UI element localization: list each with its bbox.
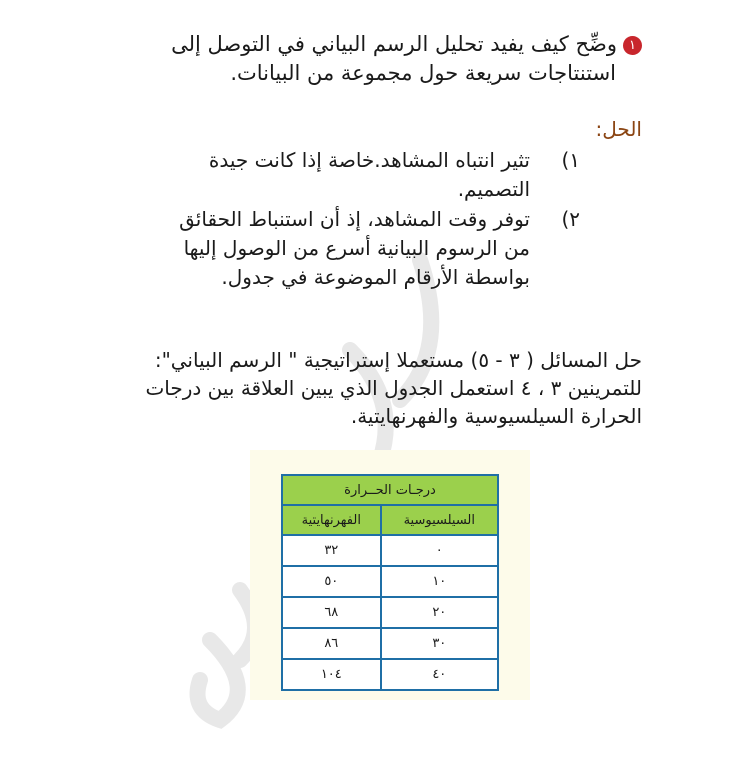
fahrenheit-cell: ٦٨ xyxy=(282,597,381,628)
column-header-celsius: السيلسيوسية xyxy=(381,505,498,535)
solution-item-number: ١) xyxy=(561,148,580,172)
solution-item-line: التصميم. xyxy=(457,177,530,201)
celsius-cell: ٤٠ xyxy=(381,659,498,690)
solution-item-1 xyxy=(150,146,580,204)
problems-line-2: للتمرينين ٣ ، ٤ استعمل الجدول الذي يبين العلاقة بين درجات xyxy=(145,376,642,400)
solution-item-line: توفر وقت المشاهد، إذ أن استنباط الحقائق xyxy=(179,207,530,231)
question-number-badge: ١ xyxy=(623,36,642,55)
fahrenheit-cell: ٨٦ xyxy=(282,628,381,659)
problems-line-3: الحرارة السيلسيوسية والفهرنهايتية. xyxy=(350,404,642,428)
fahrenheit-cell: ٥٠ xyxy=(282,566,381,597)
celsius-cell: ١٠ xyxy=(381,566,498,597)
table-row xyxy=(282,597,498,628)
temperature-table xyxy=(281,474,499,691)
solution-label: الحل: xyxy=(595,117,642,141)
question-1-line-1: وضِّح كيف يفيد تحليل الرسم البياني في التوصل إلى xyxy=(171,32,617,56)
solution-item-2 xyxy=(150,205,580,292)
solution-item-number: ٢) xyxy=(561,207,580,231)
solution-item-line: من الرسوم البيانية أسرع من الوصول إليها xyxy=(183,236,530,260)
solution-item-line: بواسطة الأرقام الموضوعة في جدول. xyxy=(221,265,530,289)
celsius-cell: ٣٠ xyxy=(381,628,498,659)
table-title: درجـات الحــرارة xyxy=(282,475,498,505)
fahrenheit-cell: ٣٢ xyxy=(282,535,381,566)
table-row xyxy=(282,535,498,566)
table-row xyxy=(282,566,498,597)
table-row xyxy=(282,628,498,659)
table-row xyxy=(282,659,498,690)
question-1-line-2: استنتاجات سريعة حول مجموعة من البيانات. xyxy=(230,61,616,85)
problems-instructions xyxy=(70,346,642,430)
celsius-cell: ٢٠ xyxy=(381,597,498,628)
question-1 xyxy=(120,30,642,88)
solution-item-line: تثير انتباه المشاهد.خاصة إذا كانت جيدة xyxy=(208,148,530,172)
column-header-fahrenheit: الفهرنهايتية xyxy=(282,505,381,535)
solution-list xyxy=(150,146,580,293)
temperature-table-figure xyxy=(250,450,530,700)
celsius-cell: ٠ xyxy=(381,535,498,566)
fahrenheit-cell: ١٠٤ xyxy=(282,659,381,690)
problems-line-1: حل المسائل ( ٣ - ٥) مستعملا إستراتيجية " الرسم البياني": xyxy=(154,348,642,372)
